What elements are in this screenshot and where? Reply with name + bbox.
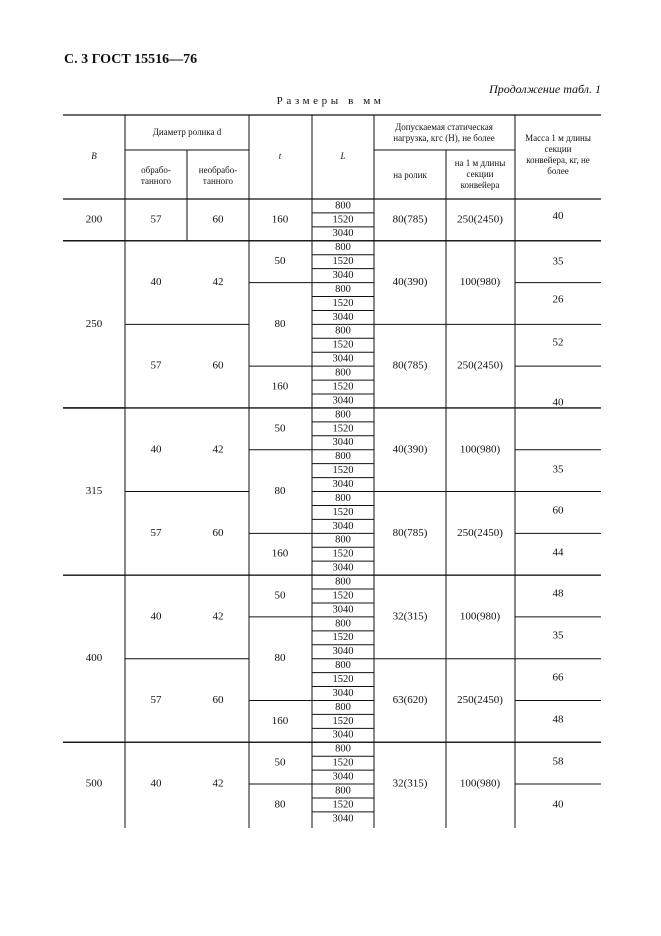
L-value: 800 [335, 534, 351, 546]
header-unmachined: необрабо- [198, 165, 238, 176]
mass-value: 60 [552, 504, 564, 517]
L-value: 1520 [332, 673, 354, 685]
header-per-meter: секции [466, 169, 494, 180]
d-unmachined-value: 42 [212, 610, 224, 623]
L-value: 800 [335, 785, 351, 797]
L-value: 1520 [332, 548, 354, 560]
L-value: 800 [335, 283, 351, 295]
mass-value: 52 [552, 336, 564, 349]
t-value: 50 [274, 589, 286, 602]
units-label: Размеры в мм [276, 95, 385, 107]
mass-value: 40 [552, 798, 564, 811]
d-unmachined-value: 42 [212, 443, 224, 456]
load-per-meter-value: 100(980) [459, 276, 501, 289]
L-value: 3040 [332, 437, 354, 449]
B-value: 400 [85, 652, 103, 665]
load-per-roller-value: 80(785) [392, 359, 428, 372]
load-per-meter-value: 250(2450) [457, 694, 503, 707]
L-value: 1520 [332, 256, 354, 268]
L-value: 800 [335, 367, 351, 379]
L-value: 800 [335, 200, 351, 212]
header-load: Допускаемая статическая [395, 122, 493, 133]
t-value: 80 [274, 317, 286, 330]
L-value: 800 [335, 743, 351, 755]
header-mass: конвейера, кг, не [526, 155, 590, 166]
L-value: 3040 [332, 813, 354, 825]
mass-value: 35 [552, 629, 564, 642]
L-value: 3040 [332, 478, 354, 490]
header-machined: обрабо- [141, 165, 171, 176]
header-mass: более [547, 166, 569, 177]
header-diameter: Диаметр ролика d [152, 127, 222, 138]
d-unmachined-value: 60 [212, 213, 224, 226]
mass-value: 66 [552, 671, 564, 684]
mass-value: 26 [552, 293, 564, 306]
t-value: 80 [274, 652, 286, 665]
header-per-meter: на 1 м длины [454, 158, 506, 169]
d-machined-value: 40 [150, 777, 162, 790]
L-value: 1520 [332, 465, 354, 477]
B-value: 500 [85, 777, 103, 790]
t-value: 80 [274, 798, 286, 811]
t-value: 160 [271, 380, 289, 393]
t-value: 160 [271, 714, 289, 727]
d-machined-value: 57 [150, 694, 162, 707]
load-per-roller-value: 80(785) [392, 526, 428, 539]
load-per-roller-value: 40(390) [392, 443, 428, 456]
load-per-roller-value: 80(785) [392, 213, 428, 226]
L-value: 3040 [332, 562, 354, 574]
L-value: 800 [335, 618, 351, 630]
load-per-meter-value: 250(2450) [457, 526, 503, 539]
L-value: 800 [335, 576, 351, 588]
header-machined: танного [140, 176, 172, 187]
L-value: 1520 [332, 297, 354, 309]
L-value: 800 [335, 325, 351, 337]
load-per-meter-value: 100(980) [459, 777, 501, 790]
d-machined-value: 57 [150, 526, 162, 539]
header-unmachined: танного [202, 176, 234, 187]
load-per-meter-value: 100(980) [459, 610, 501, 623]
L-value: 3040 [332, 270, 354, 282]
header-t: t [278, 151, 282, 162]
L-value: 1520 [332, 799, 354, 811]
d-machined-value: 40 [150, 443, 162, 456]
header-per-meter: конвейера [460, 180, 500, 191]
header-load: нагрузка, кгс (Н), не более [393, 133, 495, 144]
page-header: С. 3 ГОСТ 15516—76 [64, 52, 198, 67]
L-value: 3040 [332, 604, 354, 616]
d-unmachined-value: 60 [212, 359, 224, 372]
L-value: 1520 [332, 715, 354, 727]
d-unmachined-value: 60 [212, 526, 224, 539]
header-mass: Масса 1 м длины [525, 133, 591, 144]
L-value: 1520 [332, 506, 354, 518]
L-value: 3040 [332, 771, 354, 783]
B-value: 200 [85, 213, 103, 226]
L-value: 3040 [332, 729, 354, 741]
t-value: 160 [271, 213, 289, 226]
d-unmachined-value: 42 [212, 777, 224, 790]
load-per-meter-value: 100(980) [459, 443, 501, 456]
L-value: 800 [335, 701, 351, 713]
load-per-meter-value: 250(2450) [457, 359, 503, 372]
L-value: 1520 [332, 339, 354, 351]
t-value: 50 [274, 255, 286, 268]
d-machined-value: 57 [150, 213, 162, 226]
d-unmachined-value: 60 [212, 694, 224, 707]
L-value: 1520 [332, 423, 354, 435]
load-per-roller-value: 32(315) [392, 777, 428, 790]
L-value: 1520 [332, 381, 354, 393]
header-mass: секции [544, 144, 572, 155]
mass-value: 35 [552, 463, 564, 476]
load-per-roller-value: 40(390) [392, 276, 428, 289]
load-per-roller-value: 32(315) [392, 610, 428, 623]
mass-value: 48 [552, 713, 564, 726]
L-value: 800 [335, 660, 351, 672]
L-value: 3040 [332, 228, 354, 240]
load-per-meter-value: 250(2450) [457, 213, 503, 226]
d-unmachined-value: 42 [212, 276, 224, 289]
mass-value: 40 [552, 210, 564, 223]
L-value: 3040 [332, 353, 354, 365]
continuation-label: Продолжение табл. 1 [489, 82, 601, 96]
L-value: 800 [335, 492, 351, 504]
mass-value: 35 [552, 255, 564, 268]
header-B: B [91, 151, 97, 162]
d-machined-value: 40 [150, 276, 162, 289]
L-value: 1520 [332, 632, 354, 644]
t-value: 50 [274, 422, 286, 435]
mass-value: 58 [552, 755, 564, 768]
t-value: 80 [274, 485, 286, 498]
L-value: 3040 [332, 520, 354, 532]
B-value: 250 [85, 317, 103, 330]
d-machined-value: 57 [150, 359, 162, 372]
L-value: 800 [335, 451, 351, 463]
L-value: 800 [335, 242, 351, 254]
L-value: 1520 [332, 757, 354, 769]
L-value: 1520 [332, 590, 354, 602]
d-machined-value: 40 [150, 610, 162, 623]
B-value: 315 [85, 485, 103, 498]
L-value: 3040 [332, 646, 354, 658]
L-value: 3040 [332, 311, 354, 323]
load-per-roller-value: 63(620) [392, 694, 428, 707]
header-L: L [340, 151, 346, 162]
mass-value: 48 [552, 587, 564, 600]
header-per-roller: на ролик [393, 170, 427, 181]
t-value: 50 [274, 756, 286, 769]
mass-value: 40 [552, 396, 564, 409]
L-value: 3040 [332, 395, 354, 407]
t-value: 160 [271, 547, 289, 560]
L-value: 3040 [332, 687, 354, 699]
L-value: 800 [335, 409, 351, 421]
L-value: 1520 [332, 214, 354, 226]
mass-value: 44 [552, 546, 564, 559]
